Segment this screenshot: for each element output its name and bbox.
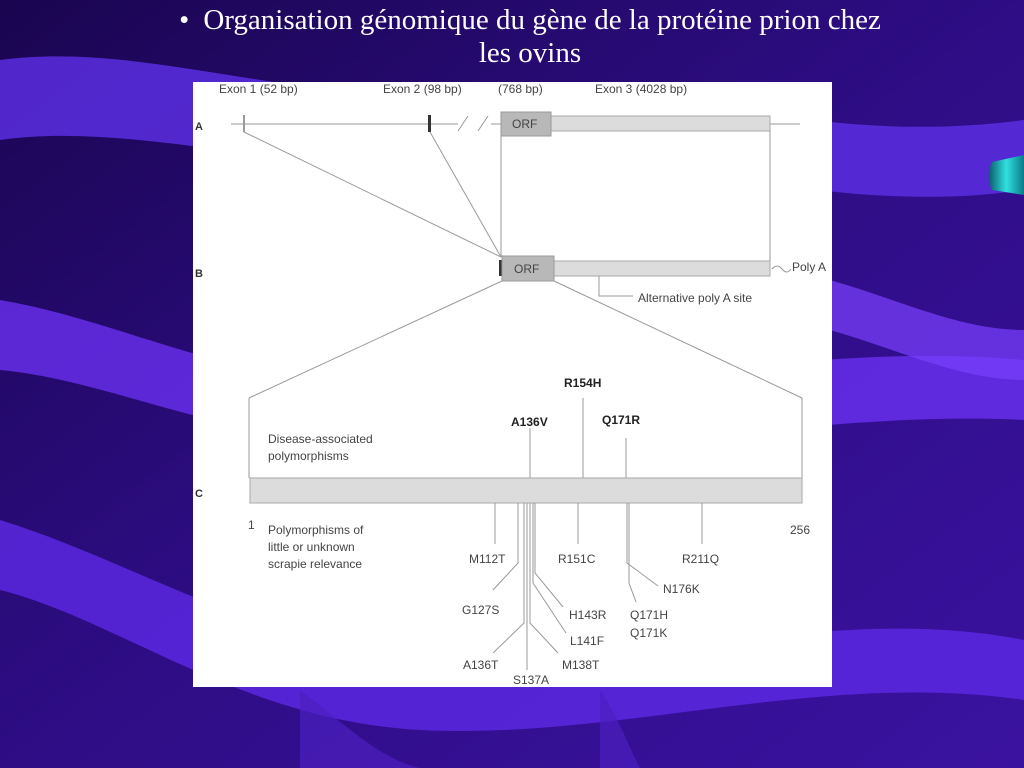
marker-n176k: N176K	[663, 582, 700, 596]
orf-label-b: ORF	[514, 262, 540, 276]
orf-label-a: ORF	[512, 117, 538, 131]
slide-title	[80, 4, 980, 70]
marker-a136t: A136T	[463, 658, 499, 672]
marker-g127s: G127S	[462, 603, 500, 617]
residue-start-label: 1	[248, 518, 255, 532]
row-label-a: A	[195, 121, 203, 133]
marker-q171r: Q171R	[602, 413, 641, 427]
other-text-line-3: scrapie relevance	[268, 557, 363, 571]
other-text-line-1: Polymorphisms of	[268, 523, 364, 537]
row-label-c: C	[195, 488, 203, 500]
prion-gene-figure	[193, 82, 832, 687]
gene-diagram	[193, 82, 832, 687]
mrna-structure	[499, 256, 826, 305]
poly-a-tail-icon	[772, 266, 791, 272]
alt-poly-a-label: Alternative poly A site	[638, 291, 753, 305]
orf-size-label: (768 bp)	[498, 82, 543, 96]
marker-h143r: H143R	[569, 608, 607, 622]
marker-s137a: S137A	[513, 673, 550, 687]
marker-a136v: A136V	[511, 415, 548, 429]
bullet-icon: •	[179, 4, 190, 36]
expansion-line-left	[249, 281, 502, 398]
marker-r154h: R154H	[564, 376, 602, 390]
marker-m112t: M112T	[469, 552, 506, 566]
other-text-line-2: little or unknown	[268, 540, 355, 554]
marker-q171k: Q171K	[630, 626, 668, 640]
disease-text-line-2: polymorphisms	[268, 449, 349, 463]
marker-r151c: R151C	[558, 552, 596, 566]
disease-polymorphisms	[511, 376, 640, 478]
title-line-2: les ovins	[478, 37, 582, 69]
exon1-label: Exon 1 (52 bp)	[219, 82, 298, 96]
genomic-structure	[231, 112, 800, 136]
splice-connectors	[244, 131, 770, 261]
exon2-label: Exon 2 (98 bp)	[383, 82, 462, 96]
protein-bar	[250, 478, 802, 503]
title-line-1: Organisation génomique du gène de la protéine prion chez	[203, 4, 881, 36]
marker-q171h: Q171H	[630, 608, 669, 622]
marker-r211q: R211Q	[682, 552, 720, 566]
row-label-b: B	[195, 268, 203, 280]
residue-end-label: 256	[790, 523, 811, 537]
marker-l141f: L141F	[570, 634, 605, 648]
exon3-label: Exon 3 (4028 bp)	[595, 82, 688, 96]
poly-a-label: Poly A	[792, 260, 827, 274]
disease-text-line-1: Disease-associated	[268, 432, 373, 446]
marker-m138t: M138T	[562, 658, 600, 672]
